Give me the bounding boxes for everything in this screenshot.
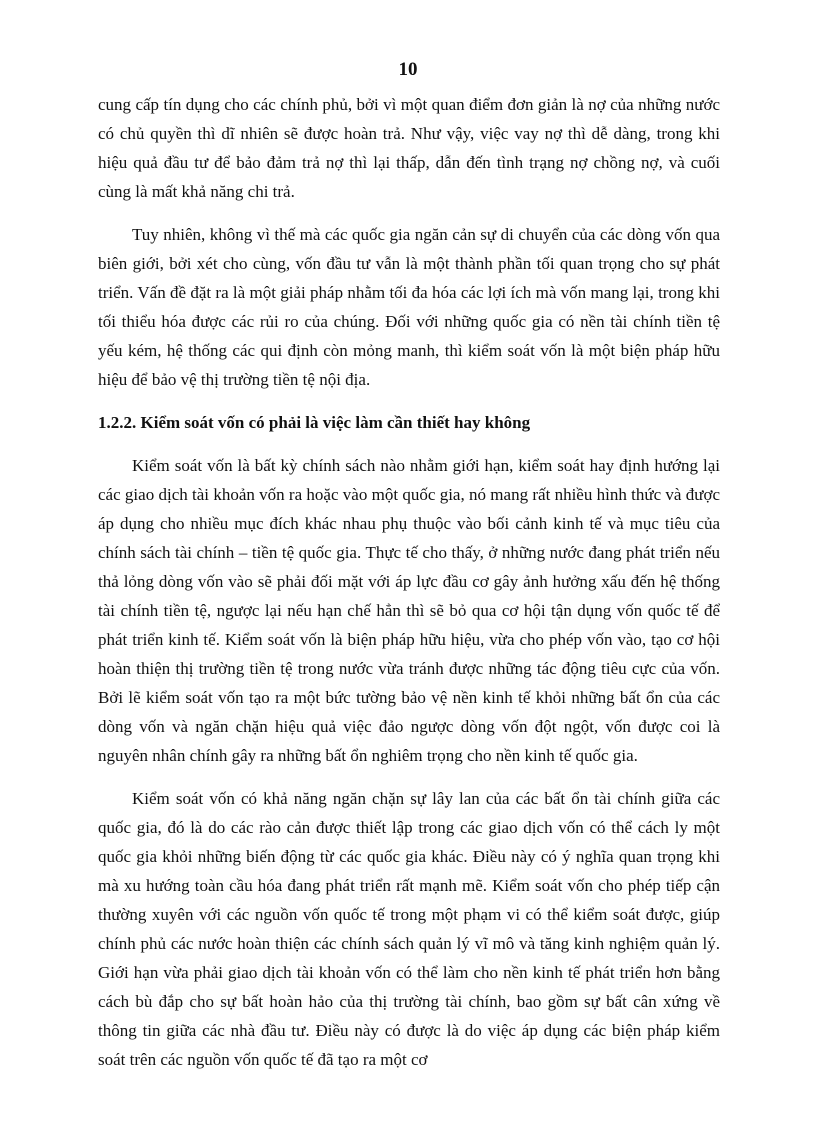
page-number: 10 [398, 59, 418, 80]
section-heading: 1.2.2. Kiểm soát vốn có phải là việc làm cần thiết hay không [98, 413, 531, 432]
paragraph-capital-flows: Tuy nhiên, không vì thế mà các quốc gia ngăn cản sự di chuyển của các dòng vốn qua biên giới, bởi xét cho cùng, vốn đầu tư vẫn là một thành phần tối quan trọng cho sự phát triển. Vấn đề đặt ra là một giải pháp nhằm tối đa hóa các lợi ích mà vốn mang lại, trong khi tối thiểu hóa được các rủi ro của chúng. Đối với những quốc gia có nền tài chính tiền tệ yếu kém, hệ thống các qui định còn mỏng manh, thì kiểm soát vốn là một biện pháp hữu hiệu để bảo vệ thị trường tiền tệ nội địa. [98, 225, 720, 389]
paragraph-capital-control-definition: Kiểm soát vốn là bất kỳ chính sách nào nhằm giới hạn, kiểm soát hay định hướng lại các giao dịch tài khoản vốn ra hoặc vào một quốc gia, nó mang rất nhiều hình thức và được áp dụng cho nhiều mục đích khác nhau phụ thuộc vào bối cảnh kinh tế và mục tiêu của chính sách tài chính – tiền tệ quốc gia. Thực tế cho thấy, ở những nước đang phát triển nếu thả lỏng dòng vốn vào sẽ phải đối mặt với áp lực đầu cơ gây ảnh hưởng xấu đến hệ thống tài chính tiền tệ, ngược lại nếu hạn chế hẳn thì sẽ bỏ qua cơ hội tận dụng vốn quốc tế để phát triển kinh tế. Kiểm soát vốn là biện pháp hữu hiệu, vừa cho phép vốn vào, tạo cơ hội hoàn thiện thị trường tiền tệ trong nước vừa tránh được những tác động tiêu cực của vốn. Bởi lẽ kiểm soát vốn tạo ra một bức tường bảo vệ nền kinh tế khỏi những bất ổn của các dòng vốn và ngăn chặn hiệu quả việc đảo ngược dòng vốn đột ngột, vốn được coi là nguyên nhân chính gây ra những bất ổn nghiêm trọng cho nền kinh tế quốc gia. [98, 456, 720, 765]
page-content [98, 90, 720, 1088]
paragraph-capital-control-contagion: Kiểm soát vốn có khả năng ngăn chặn sự lây lan của các bất ổn tài chính giữa các quốc gia, đó là do các rào cản được thiết lập trong các giao dịch vốn có thể cách ly một quốc gia khỏi những biến động từ các quốc gia khác. Điều này có ý nghĩa quan trọng khi mà xu hướng toàn cầu hóa đang phát triển rất mạnh mẽ. Kiểm soát vốn cho phép tiếp cận thường xuyên với các nguồn vốn quốc tế trong một phạm vi có thể kiểm soát được, giúp chính phủ các nước hoàn thiện các chính sách quản lý vĩ mô và tăng kinh nghiệm quản lý. Giới hạn vừa phải giao dịch tài khoản vốn có thể làm cho nền kinh tế phát triển hơn bằng cách bù đắp cho sự bất hoàn hảo của thị trường tài chính, bao gồm sự bất cân xứng về thông tin giữa các nhà đầu tư. Điều này có được là do việc áp dụng các biện pháp kiểm soát trên các nguồn vốn quốc tế đã tạo ra một cơ [98, 789, 720, 1069]
paragraph-continuation: cung cấp tín dụng cho các chính phủ, bởi vì một quan điểm đơn giản là nợ của những nước có chủ quyền thì dĩ nhiên sẽ được hoàn trả. Như vậy, việc vay nợ thì dễ dàng, trong khi hiệu quả đầu tư để bảo đảm trả nợ thì lại thấp, dẫn đến tình trạng nợ chồng nợ, và cuối cùng là mất khả năng chi trả. [98, 95, 720, 201]
